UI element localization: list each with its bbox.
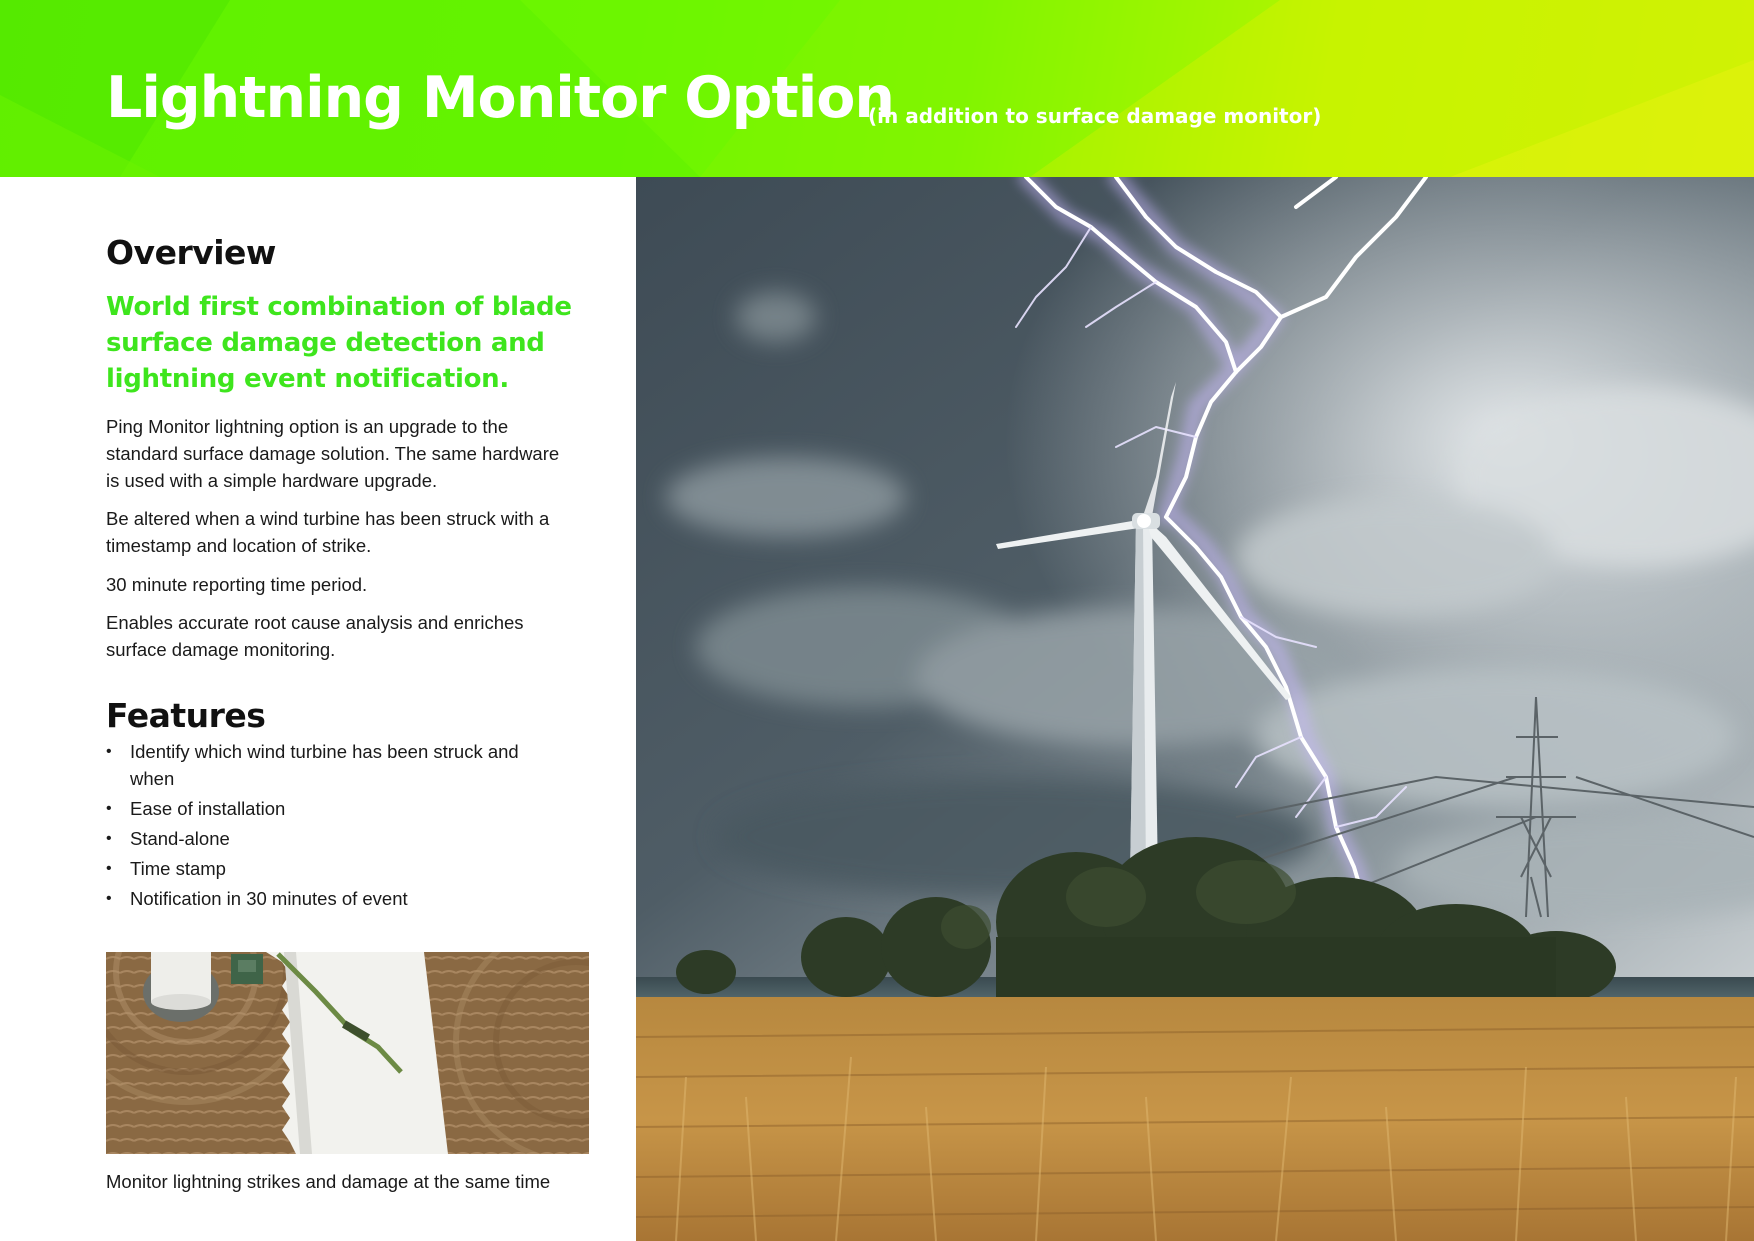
overview-paragraph-3: 30 minute reporting time period. [106, 574, 368, 595]
bullet-icon: • [106, 800, 112, 817]
feature-item [106, 738, 550, 792]
wind-turbine-lightning-photo [636, 177, 1754, 1241]
feature-item [106, 855, 576, 882]
overview-paragraph-2: Be altered when a wind turbine has been struck with a timestamp and location of strike. [106, 508, 550, 556]
feature-item-label: Identify which wind turbine has been struck and when [130, 741, 519, 789]
bullet-icon: • [106, 860, 112, 877]
bullet-icon: • [106, 830, 112, 847]
page-subtitle: (in addition to surface damage monitor) [868, 104, 1322, 128]
overview-heading: Overview [106, 233, 276, 272]
feature-item-label: Ease of installation [130, 798, 286, 819]
feature-item [106, 885, 576, 912]
overview-lead: World first combination of blade surface damage detection and lightning event notification. [106, 292, 572, 394]
features-list [106, 738, 576, 915]
blade-sensor-photo [106, 952, 589, 1154]
feature-item-label: Time stamp [130, 858, 226, 879]
bullet-icon: • [106, 743, 112, 760]
feature-item-label: Notification in 30 minutes of event [130, 888, 408, 909]
overview-paragraph-1: Ping Monitor lightning option is an upgrade to the standard surface damage solution. The same hardware is used with a simple hardware upgrade. [106, 416, 560, 491]
header-banner [0, 0, 1754, 177]
features-heading: Features [106, 696, 266, 735]
page-title: Lightning Monitor Option [106, 65, 894, 131]
feature-item [106, 825, 576, 852]
feature-item-label: Stand-alone [130, 828, 230, 849]
bullet-icon: • [106, 890, 112, 907]
overview-paragraph-4: Enables accurate root cause analysis and enriches surface damage monitoring. [106, 612, 524, 660]
feature-item [106, 795, 576, 822]
thumbnail-caption: Monitor lightning strikes and damage at the same time [106, 1171, 551, 1192]
